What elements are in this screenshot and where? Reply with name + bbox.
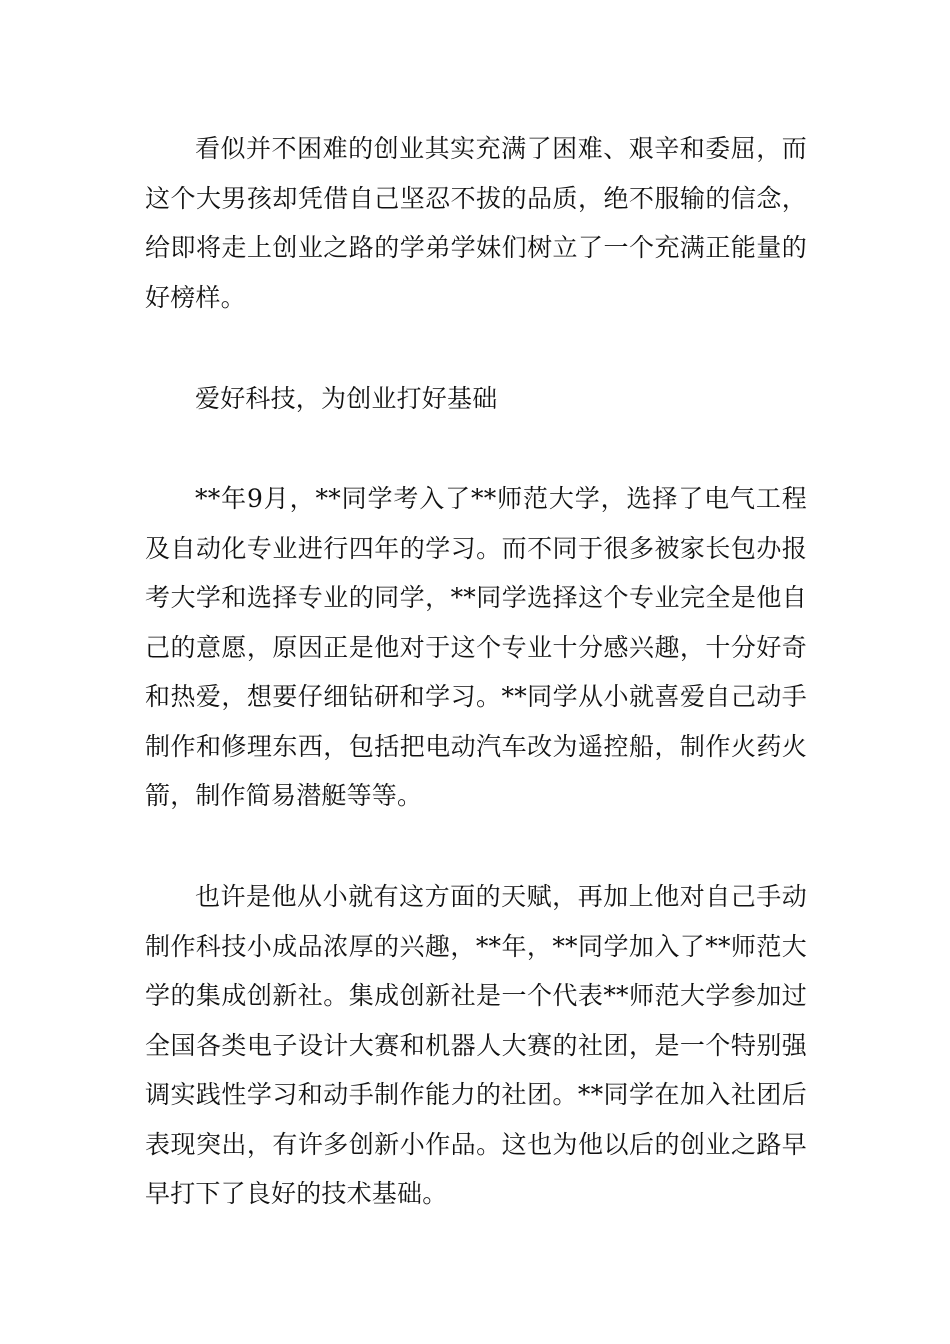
- section-heading: 爱好科技，为创业打好基础: [195, 384, 498, 413]
- paragraph-intro: 看似并不困难的创业其实充满了困难、艰辛和委屈，而这个大男孩却凭借自己坚忍不拔的品质，绝不服输的信念，给即将走上创业之路的学弟学妹们树立了一个充满正能量的好榜样。: [145, 134, 807, 312]
- paragraph-enrollment: **年9月，**同学考入了**师范大学，选择了电气工程及自动化专业进行四年的学习。而不同于很多被家长包办报考大学和选择专业的同学，**同学选择这个专业完全是他自己的意愿，原因正是他对于这个专业十分感兴趣，十分好奇和热爱，想要仔细钻研和学习。**同学从小就喜爱自己动手制作和修理东西，包括把电动汽车改为遥控船，制作火药火箭，制作简易潜艇等等。: [145, 484, 807, 810]
- paragraph-club: 也许是他从小就有这方面的天赋，再加上他对自己手动制作科技小成品浓厚的兴趣，**年，**同学加入了**师范大学的集成创新社。集成创新社是一个代表**师范大学参加过全国各类电子设计大赛和机器人大赛的社团，是一个特别强调实践性学习和动手制作能力的社团。**同学在加入社团后表现突出，有许多创新小作品。这也为他以后的创业之路早早打下了良好的技术基础。: [145, 882, 807, 1208]
